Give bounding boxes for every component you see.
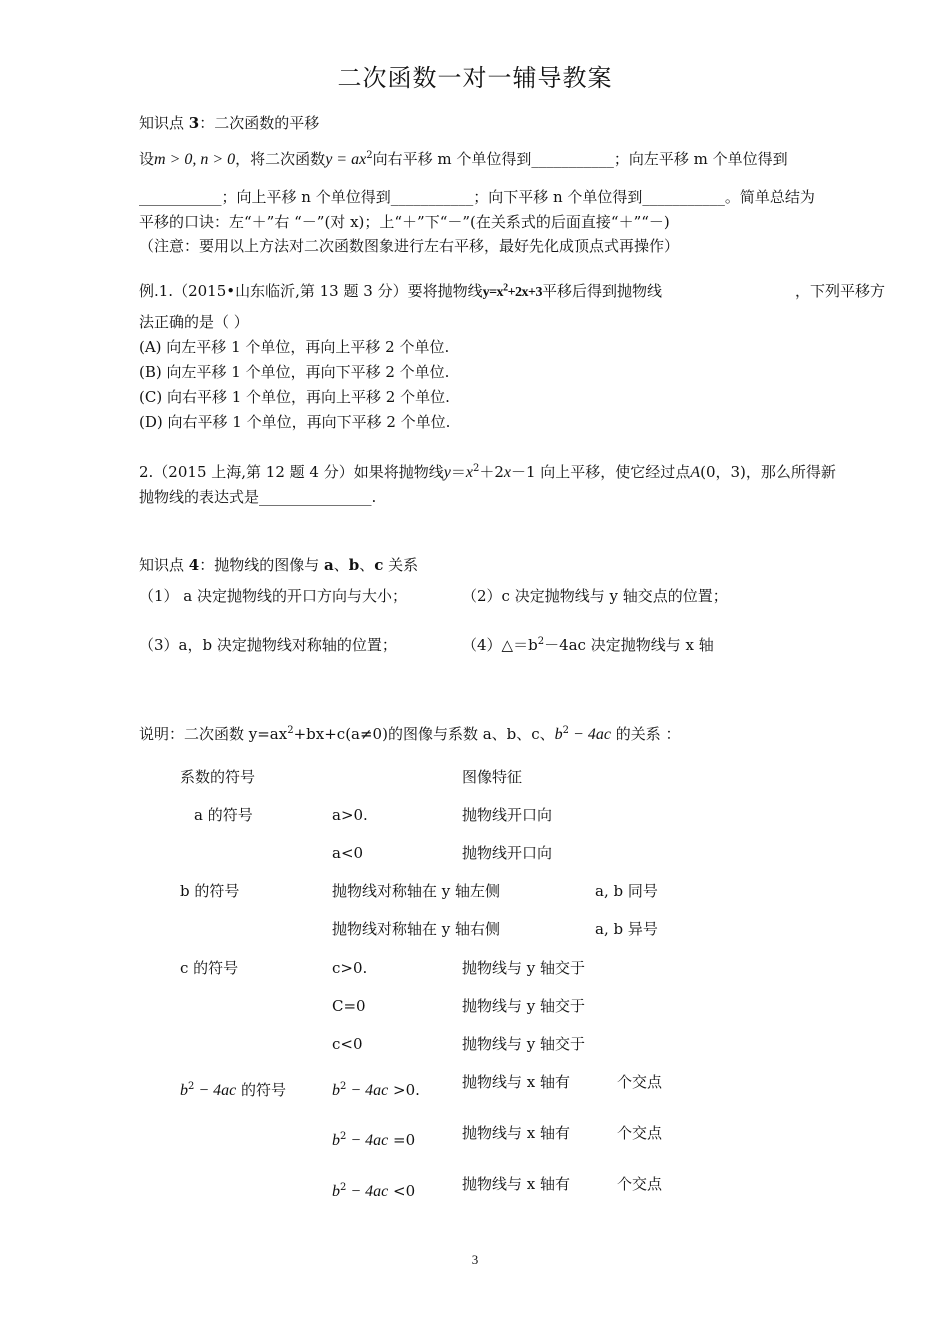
- c-sign-label: c 的符号: [180, 959, 239, 977]
- d-row-1-count: 个交点: [617, 1073, 663, 1091]
- table-header-sign: 系数的符号: [180, 768, 256, 786]
- example1-text-b: 平移后得到抛物线: [542, 282, 663, 300]
- kp3-line1-a: 设: [139, 150, 155, 168]
- example1-eq-main: y=x: [482, 285, 504, 300]
- a-row-2-cond: a<0: [332, 844, 364, 862]
- d-row-3-rest: − 4ac: [346, 1183, 389, 1200]
- a-sign-label: a 的符号: [194, 806, 253, 824]
- kp3-line3: 平移的口诀：左“＋”右 “－”(对 x)；上“＋”下“－”(在关系式的后面直接“＋”“－): [139, 213, 670, 231]
- page-title: 二次函数一对一辅导教案: [337, 64, 613, 92]
- example2-x2: x: [503, 464, 511, 481]
- kp4-heading-c: c: [374, 556, 384, 574]
- kp3-heading-prefix: 知识点: [139, 114, 189, 132]
- d-row-3-feature: 抛物线与 x 轴有: [462, 1175, 570, 1193]
- kp4-heading-b: b: [348, 556, 360, 574]
- kp4-heading-sep2: 、: [359, 556, 375, 574]
- option-b: (B) 向左平移 1 个单位，再向下平移 2 个单位.: [139, 363, 450, 381]
- d-row-3-b: b: [332, 1183, 340, 1200]
- kp3-condition: m > 0, n > 0: [154, 151, 236, 168]
- option-c: (C) 向右平移 1 个单位，再向上平移 2 个单位.: [139, 388, 450, 406]
- table-header-feature: 图像特征: [462, 768, 523, 786]
- d-row-1-cond: [332, 1080, 420, 1101]
- kp4-item4-sup: 2: [537, 636, 545, 647]
- discriminant-label-b: b: [180, 1082, 188, 1099]
- kp3-heading-rest: ：二次函数的平移: [199, 114, 320, 132]
- c-row-2-cond: C=0: [332, 997, 366, 1015]
- discriminant-label-sup: 2: [188, 1081, 195, 1092]
- b-sign-label: b 的符号: [180, 882, 240, 900]
- d-row-3-sup: 2: [340, 1182, 347, 1193]
- example2-point-a: A: [690, 464, 701, 481]
- kp4-item4-b: －4ac 决定抛物线与 x 轴: [544, 636, 714, 654]
- example1-text-c: ，下列平移方: [795, 282, 886, 300]
- d-row-1-feature: 抛物线与 x 轴有: [462, 1073, 570, 1091]
- kp4-heading-num: 4: [188, 556, 200, 574]
- d-row-1-rest: − 4ac: [346, 1082, 389, 1099]
- explain-expr-rest: − 4ac: [569, 726, 611, 743]
- example2-x: x: [465, 464, 473, 481]
- a-row-1-feature: 抛物线开口向: [462, 806, 553, 824]
- explain-text-a: 说明：二次函数 y=ax: [139, 725, 288, 743]
- explain-text-b: +bx+c(a≠0)的图像与系数 a、b、c、: [293, 725, 555, 743]
- d-row-1-sup: 2: [340, 1081, 347, 1092]
- kp3-heading: [139, 113, 319, 133]
- example2-line2: 抛物线的表达式是_______________.: [139, 488, 377, 506]
- b-row-2-feature: a, b 异号: [595, 920, 658, 938]
- kp3-function-sup: 2: [366, 150, 373, 161]
- explain-line: [139, 724, 681, 745]
- example2-text-b: ＋2: [479, 463, 504, 481]
- kp3-function: y = ax: [325, 151, 367, 168]
- d-row-3-count: 个交点: [617, 1175, 663, 1193]
- c-row-1-cond: c>0.: [332, 959, 368, 977]
- d-row-3-tail: <0: [388, 1182, 416, 1200]
- c-row-2-feature: 抛物线与 y 轴交于: [462, 997, 586, 1015]
- a-row-2-feature: 抛物线开口向: [462, 844, 553, 862]
- b-row-1-cond: 抛物线对称轴在 y 轴左侧: [332, 882, 501, 900]
- d-row-2-tail: =0: [388, 1131, 416, 1149]
- kp4-heading-mid: ：抛物线的图像与: [199, 556, 324, 574]
- example2-text-c: －1 向上平移，使它经过点: [511, 463, 691, 481]
- d-row-2-sup: 2: [340, 1131, 347, 1142]
- example2-line1: [139, 462, 836, 483]
- d-row-1-tail: >0.: [388, 1081, 420, 1099]
- kp3-line1-c: 向右平移 m 个单位得到___________；向左平移 m 个单位得到: [372, 150, 788, 168]
- kp4-heading-end: 关系: [383, 556, 419, 574]
- kp3-note: （注意：要用以上方法对二次函数图象进行左右平移，最好先化成顶点式再操作）: [139, 237, 680, 255]
- explain-sup: 2: [287, 725, 294, 736]
- c-row-3-cond: c<0: [332, 1035, 363, 1053]
- example2-eq: ＝: [450, 463, 466, 481]
- example2-y: y: [443, 464, 451, 481]
- option-d: (D) 向右平移 1 个单位，再向下平移 2 个单位.: [139, 413, 451, 431]
- c-row-1-feature: 抛物线与 y 轴交于: [462, 959, 586, 977]
- example1-eq-rest: +2x+3: [507, 285, 543, 300]
- kp4-heading-sep1: 、: [333, 556, 349, 574]
- d-row-2-b: b: [332, 1132, 340, 1149]
- kp4-heading: [139, 555, 418, 575]
- discriminant-sign-label: [180, 1080, 286, 1101]
- d-row-2-count: 个交点: [617, 1124, 663, 1142]
- discriminant-label-text: 的符号: [236, 1081, 287, 1099]
- kp3-line1-b: ，将二次函数: [235, 150, 326, 168]
- b-row-2-cond: 抛物线对称轴在 y 轴右侧: [332, 920, 501, 938]
- explain-expr-b: b: [554, 726, 563, 743]
- d-row-2-rest: − 4ac: [346, 1132, 389, 1149]
- kp4-item1: （1） a 决定抛物线的开口方向与大小；: [139, 587, 408, 605]
- example2-sup: 2: [472, 463, 480, 474]
- example1-equation: [482, 282, 543, 300]
- d-row-2-cond: [332, 1130, 415, 1151]
- kp3-heading-num: 3: [188, 114, 200, 132]
- discriminant-label-rest: − 4ac: [194, 1082, 237, 1099]
- kp4-item4: [462, 635, 714, 655]
- kp3-line1: [139, 149, 788, 170]
- page-number: 3: [471, 1252, 479, 1267]
- example2-text-a: 2.（2015 上海,第 12 题 4 分）如果将抛物线: [139, 463, 444, 481]
- kp3-line2: ___________；向上平移 n 个单位得到___________；向下平移 n 个单位得到___________。简单总结为: [139, 188, 815, 206]
- kp4-item4-a: （4）△＝b: [462, 636, 538, 654]
- example1-line2: 法正确的是（ ）: [139, 313, 249, 331]
- example1-eq-sup: 2: [503, 282, 508, 294]
- kp4-item2: （2）c 决定抛物线与 y 轴交点的位置；: [462, 587, 728, 605]
- kp4-heading-prefix: 知识点: [139, 556, 189, 574]
- example1-text-a: 例.1.（2015•山东临沂,第 13 题 3 分）要将抛物线: [139, 282, 483, 300]
- example1-line1: [139, 281, 662, 303]
- kp4-heading-a: a: [324, 556, 334, 574]
- kp4-item3: （3）a，b 决定抛物线对称轴的位置；: [139, 636, 397, 654]
- c-row-3-feature: 抛物线与 y 轴交于: [462, 1035, 586, 1053]
- explain-expr-sup: 2: [562, 725, 570, 736]
- a-row-1-cond: a>0.: [332, 806, 368, 824]
- b-row-1-feature: a, b 同号: [595, 882, 658, 900]
- d-row-2-feature: 抛物线与 x 轴有: [462, 1124, 570, 1142]
- option-a: (A) 向左平移 1 个单位，再向上平移 2 个单位.: [139, 338, 450, 356]
- example2-text-d: (0，3)，那么所得新: [700, 463, 836, 481]
- d-row-3-cond: [332, 1181, 415, 1202]
- d-row-1-b: b: [332, 1082, 340, 1099]
- explain-text-c: 的关系 ：: [610, 725, 681, 743]
